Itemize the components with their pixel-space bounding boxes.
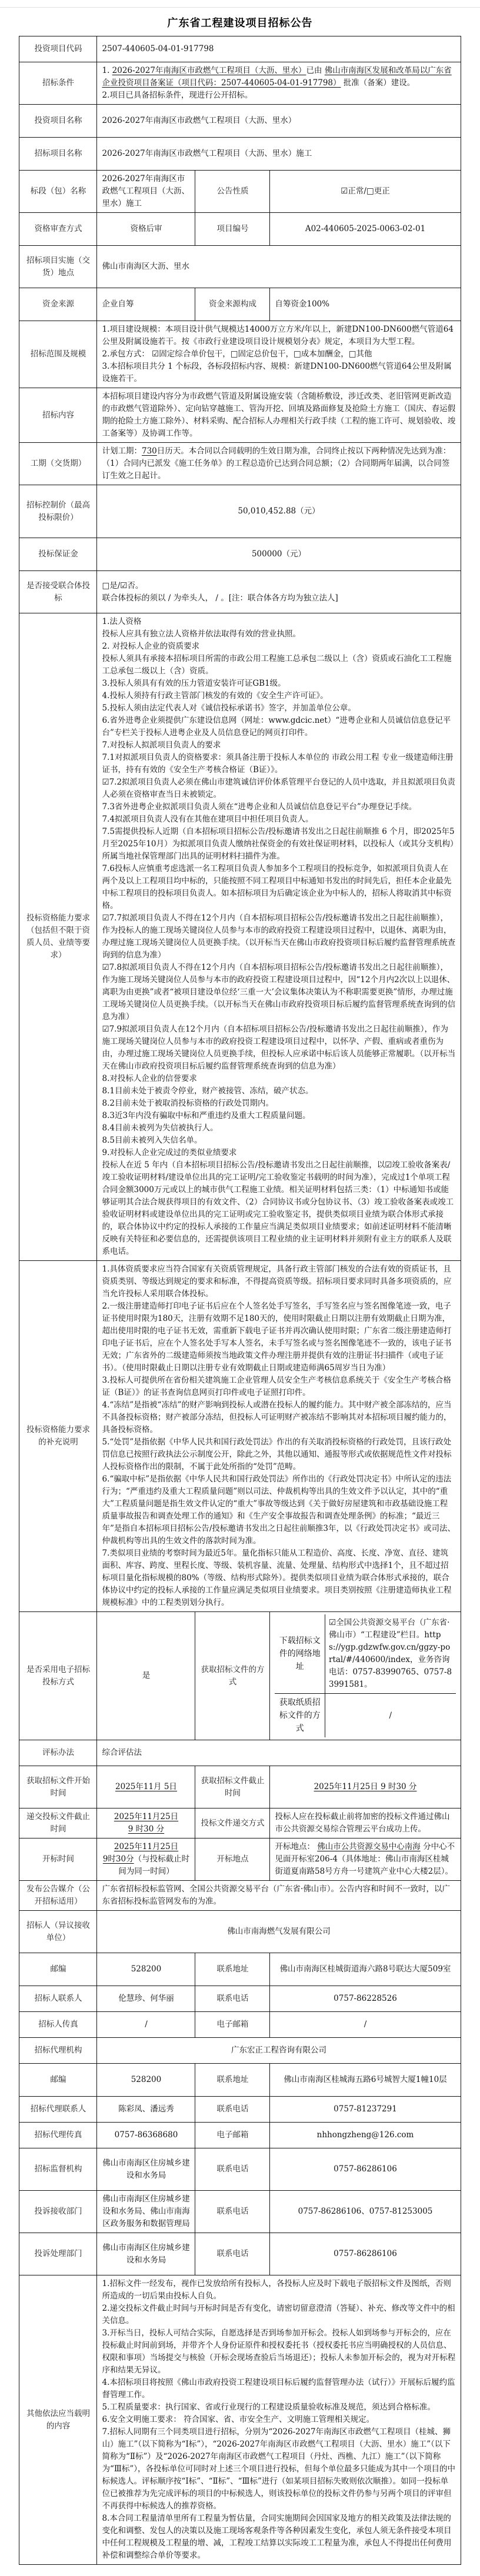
paragraph: 3.本招标项目共分 1 个标段，各标段招标内容、规模：新建DN100-DN600燃气管道64公里及附属设施若干。 <box>102 362 452 383</box>
row-evaluation-method <box>19 1740 461 1766</box>
field-label: 招标人联系人 <box>19 1986 97 2012</box>
paragraph: 4.投标人须持有行政主管部门核发的有效的《安全生产许可证》。 <box>102 691 328 700</box>
row-complaint-receiving <box>19 2191 461 2233</box>
tender-announcement-table <box>19 36 461 2565</box>
paragraph: 7.1对拟派项目负责人的资格要求：须具备注册于投标人本单位的 市政公用工程 专业一级建造师注册证书，持有有效的《安全生产考核合格证（B证）》。 <box>102 753 454 775</box>
evaluation-method-value: 综合评估法 <box>97 1740 461 1766</box>
investment-name-value: 2026-2027年南海区市政燃气工程项目（大沥、里水） <box>97 105 461 138</box>
paragraph: 8.4目前未被列为失信被执行人。 <box>102 1123 218 1133</box>
paragraph: 7.6投标人应慎重考虑选派一名工程项目负责人参加多个工程项目的投标竞争，如拟派项目负责人在两个及以上工程项目均中标的，只能按照不同工程项目中标通知书发出的时间先后，担任本企业最先中标工程项目的投标项目负责人。如本招标项目为后确定该企业为中标人的，招标人将取消其中标资格。 <box>102 864 452 910</box>
paragraph: 1.项目建设规模：本项目设计供气规模达14000万立方米/年以上，新建DN100-DN600燃气管道64公里及附属设施若干。按《市政行业建设项目设计规模划分表》规定，本项目为大型工程。 <box>102 325 454 346</box>
tender-content-value: 本招标项目建设内容分为市政燃气管道及附属设施安装（含随桥敷设，涉迁改类、老旧管网更新改造的市政燃气管道除外）、定向钻穿越施工、管沟开挖、回填及路面修复及抢险土方施工（国庆、春运假期的抢险土方施工除外）、材料采购、配合招标人办理相关行政手续（工程的施工许可、规划验收、竣工备案等）及协调工作等。 <box>97 388 461 443</box>
row-tenderer <box>19 1911 461 1953</box>
paragraph: 5.工程质量要求：执行国家、省或行业现行的工程建设质量验收标准及规范，须达到合格标准。 <box>102 2403 435 2412</box>
submission-method-value: 投标人应在投标截止前将加密的投标文件通过佛山市公共资源交易综合管理云平台成功上传。 <box>270 1808 461 1838</box>
bid-deposit-value: 500000（元） <box>97 538 461 571</box>
agency-contact-value: 陈彩凤、潘远秀 <box>97 2097 195 2123</box>
row-announcement-media <box>19 1881 461 1911</box>
paragraph: 2.递交投标文件截止时间与开标时间是否有变化，请密切留意澄清（答疑）、补充、修改等文件中的相关信息。 <box>102 2304 455 2325</box>
field-label: 资金来源构成 <box>195 288 270 321</box>
paragraph: 5.投标人须由法定代表人对《诚信投标承诺书》签字，并加盖单位公章。 <box>102 703 356 713</box>
field-label: 招标代理机构 <box>19 2038 97 2064</box>
row-tenderer-contact <box>19 1986 461 2012</box>
document-end-time-value: 2025年11月25日 9 时30 分 <box>270 1766 461 1808</box>
paragraph: 6.省外进粤企业须提供广东建设信息网（网址：www.gdcic.net）“进粤企业和人员诚信信息登记平台”专栏关于投标人进粤企业及人员信息登记的网页打印件。 <box>102 716 451 738</box>
paragraph: 投标人应具有独立法人资格并依法取得有效的营业执照。 <box>102 629 301 639</box>
paragraph: 2. 对投标人企业的资质要求 <box>102 642 200 651</box>
field-label: 招标条件 <box>19 62 97 105</box>
complaint-receiving-value: 佛山市南海区住房城乡建设和水务局、佛山市南海区政务服务和数据管理局 <box>97 2191 195 2233</box>
field-label: 递交投标文件截止时间 <box>19 1808 97 1838</box>
paragraph: 3.开标当日，投标人可结合实际，自愿选择是否到场参加开标会。投标人如到场参与开标会的，应在投标截止时间前到场，并带齐个人身份证原件和授权委托书（授权委托书应当明确授权的人员信息、权限和事项）当场提交与核验（开标会现场查验后当场退还）；投标人未参加开标会的，视为对开标程序和结果无异议。 <box>102 2328 456 2375</box>
section-name-value: 2026-2027年南海区市政燃气工程项目（大沥、里水）施工 <box>97 171 195 213</box>
paragraph: 4.“冻结”是指被“冻结”的财产影响到投标人或潜在投标人的履约能力。其中财产被全部冻结的，应当不具备投标资格；财产被部分冻结，但投标人可证明财产被冻结不影响其对本招标项目履约能力的，具备投标资格。 <box>102 1400 452 1434</box>
paragraph: 9.对投标人企业完成过的类似业绩要求 <box>102 1148 237 1157</box>
field-label: 招标代理联系人 <box>19 2097 97 2123</box>
row-qualification-requirements <box>19 613 461 1261</box>
field-label: 下载招标文件的网络地址 <box>275 1614 325 1694</box>
row-duration <box>19 443 461 485</box>
field-label: 联系地址 <box>195 1953 270 1986</box>
field-label: 投标文件递交方式 <box>195 1808 270 1838</box>
paragraph: 8.3近3年内没有骗取中标和严重违约及重大工程质量问题。 <box>102 1111 311 1120</box>
field-label: 联系电话 <box>195 2097 270 2123</box>
bid-opening-time-value: 2025年11月25日 9时30分（与投标截止时间为同一时间） <box>97 1838 195 1881</box>
row-tender-name <box>19 138 461 171</box>
paragraph: 7.3省外进粤企业拟派项目负责人须在“进粤企业和人员诚信信息登记平台”办理登记手续。 <box>102 802 417 812</box>
field-label: 联系电话 <box>195 2148 270 2191</box>
paragraph: □是/☑否。 <box>102 580 144 590</box>
page-title: 广东省工程建设项目招标公告 <box>167 17 313 29</box>
paragraph: ☑7.8拟派项目负责人不得在12个月内（自本招标项目招标公告/投标邀请书发出之日起往前顺推），作为施工现场关键岗位人员参与本市的政府投资工程建设项目过程中，因“12个月内2次以上以退休、离职为由更换”或者“被项目建设单位经‘三重一大’会议集体决策认为不称职需要更换”情形，办理过施工现场关键岗位人员更换手续。（以开标当天在佛山市政府投资项目标后履约监督管理系统查询到的信息为准） <box>102 963 456 1022</box>
bid-opening-place-value: 开标地点： 佛山市公共资源交易中心南海 分中心不见面开标室206-4（具体地址：佛山市南海区桂城街道夏南路58号方舟一号建筑产业中心大楼2层）。 <box>270 1838 461 1881</box>
field-label: 资格审查方式 <box>19 213 97 246</box>
location-value: 佛山市南海区大沥、里水 <box>97 246 461 288</box>
field-label: 招标内容 <box>19 388 97 443</box>
download-address-value: ☑全国公共资源交易平台（广东省·佛山市）“工程建设”栏目。https://ygp.gdzwfw.gov.cn/ggzy-portal/#/440600/index，业务咨询电话：0757-83990765、0757-83991581。 <box>325 1614 455 1694</box>
complaint-handling-value: 佛山市南海区住房城乡建设和水务局 <box>97 2233 195 2275</box>
field-label: 联系地址 <box>195 2064 270 2097</box>
tender-name-value: 2026-2027年南海区市政燃气工程项目（大沥、里水）施工 <box>97 138 461 171</box>
row-agency-contact <box>19 2097 461 2123</box>
agency-postcode-value: 528200 <box>97 2064 195 2097</box>
qualification-notes-value <box>97 1261 461 1612</box>
paragraph: ☑7.7拟派项目负责人不得在12个月内（自本招标项目招标公告/投标邀请书发出之日起往前顺推），作为投标人的施工现场关键岗位人员参与本市的政府投资工程建设项目过程中，以退休、离职为由，办理过施工现场关键岗位人员更换手续。（以开标当天在佛山市政府投资项目标后履约监督管理系统查询到的信息为准） <box>102 913 456 960</box>
row-electronic-bidding <box>19 1612 461 1740</box>
field-label: 联系电话 <box>195 2191 270 2233</box>
qualification-requirements-value <box>97 613 461 1261</box>
agency-email-value: nhhongzheng@126.com <box>270 2123 461 2148</box>
field-label: 招标范围及规模 <box>19 321 97 388</box>
field-label: 招标人（异议接收单位） <box>19 1911 97 1953</box>
sub-row-paper <box>275 1694 455 1738</box>
paragraph: 3.投标人可提供所在省份相关建筑施工企业管理人员安全生产考核信息系统关于《安全生产考核合格证（B证）》的证书查询信息网页打印件或电子证照打印件。 <box>102 1376 451 1397</box>
paragraph: 6.“骗取中标”是指依据《中华人民共和国行政处罚法》所作出的《行政处罚决定书》中所认定的违法行为；“严重违约及重大工程质量问题”则以司法、仲裁机构等出具的生效文件予以认定，其中的“重大”工程质量问题是指生效文件认定的“重大”事故等级达到《关于做好房屋建筑和市政基础设施工程质量事故报告和调查处理工作的通知》和《生产安全事故报告和调查处理条例》的标准；“最近三年”是指自本招标项目招标公告/投标邀请书发出之日起往前顺推3年，以《行政处罚决定书》或司法、仲裁机构等出具的生效文件的落款时间为准。 <box>102 1474 456 1546</box>
field-label: 投诉接收部门 <box>19 2191 97 2233</box>
agency-address-value: 佛山市南海区桂城海五路6号城智大厦1幢10层 <box>270 2064 461 2097</box>
field-label: 联系电话 <box>195 1986 270 2012</box>
agency-phone-value: 0757-81237291 <box>270 2097 461 2123</box>
ceiling-price-value: 50,010,452.88（元） <box>97 485 461 538</box>
paragraph: 7.招标人同期有三个同类项目进行招标，分别为“2026-2027年南海区市政燃气工程项目（桂城、狮山）施工”（以下简称为“Ⅰ标”），“2026-2027年南海区市政燃气工程项目（大沥、里水）施工”（以下简称为“Ⅱ标”）及“2026-2027年南海区市政燃气工程项目（丹灶、西樵、九江）施工”（以下简称为“Ⅲ标”），各投标单位可同时对上述三个项目进行投标，但每个单位最多只能成为其中一个项目的中标候选人。评标顺序按“Ⅰ标”、“Ⅱ标”、“Ⅲ标”进行（如某项目招标失败则依次顺推）。如同一投标单位已被推荐为先完成评标的项目的中标候选人，则该投标单位的投标文件仍参与另两个项目的评审但不再获得中标候选人的推荐资格。 <box>102 2427 456 2511</box>
field-label: 投标资格能力要求的补充说明 <box>19 1261 97 1612</box>
paragraph: ☑7.2拟派项目负责人必须在佛山市建筑诚信评价体系管理平台登记的人员中选取，并且拟派项目负责人必须在资格审查当日未被锁定。 <box>102 778 456 799</box>
field-label: 是否接受联合体投标 <box>19 571 97 613</box>
field-label: 邮编 <box>19 2064 97 2097</box>
field-label: 投标保证金 <box>19 538 97 571</box>
row-submission-deadline <box>19 1808 461 1838</box>
field-label: 投标资格能力要求（包括但不限于资质人员、业绩等要求） <box>19 613 97 1261</box>
paragraph: 7.5需提供投标人近期（自本招标项目招标公告/投标邀请书发出之日起往前顺推 6 个月，即2025年5月至2025年10月）为拟派项目负责人缴纳社保资金的有效社保证明材料，以投标人（或其分支机构）所属当地社保管理部门出具的证明材料扫描件为准。 <box>102 827 455 861</box>
paragraph: 8.本合同工程量清单里所有工程量为暂估量，合同实施期间会因国家及地方的相关政策及法律法规的变化和调整、发包人的决策以及施工现场客观条件等各种因素发生变化，承包人须无条件接受本项目中任何工程规模及工程量的增、减，工程竣工结算以实际竣工工程量为准，承包人不得提出任何费用补偿和调整综合单价等要求。 <box>102 2514 452 2560</box>
paragraph: 3.投标人须具有有效的压力管道安装许可证GB1级。 <box>102 679 286 688</box>
paragraph: ☑7.9拟派项目负责人在12个月内（自本招标项目招标公告/投标邀请书发出之日起往前顺推），作为施工现场关键岗位人员参与本市的政府投资工程建设项目过程中，以怀孕、产假、重病或者重伤为由，办理过施工现场关键岗位人员更换手续，但投标人应承诺中标后该人员能够正常履职。（以开标当天在佛山市政府投资项目标后履约监督管理系统查询到的信息为准） <box>102 1025 456 1071</box>
complaint-receiving-phone-value: 0757-86286106、0757-81253005 <box>270 2191 461 2233</box>
paragraph: 8.2目前未处于被取消投标资格的行政处罚期内。 <box>102 1099 274 1108</box>
paragraph: 2.项目已具备招标条件，现进行公开招标。 <box>102 91 253 100</box>
electronic-bidding-value: 是 <box>97 1612 195 1740</box>
row-investment-code <box>19 36 461 62</box>
field-label: 电子邮箱 <box>195 2123 270 2148</box>
paragraph: 2.承包方式： ☑固定综合单价包干，□固定总价包干，□成本加酬金，□其他 <box>102 349 372 359</box>
paragraph: 1.具体资质要求应当符合国家有关资质管理规定，具备行政主管部门核发的合法有效的资质证书，且资质类别、等级达到规定的要求和标准，不得提高资质等级。招标项目要求同时具备多项资质的，应当允许投标人采用联合体投标。 <box>102 1264 452 1299</box>
project-number-value: A02-440605-2025-0063-02-01 <box>270 213 461 246</box>
field-label: 招标监督机构 <box>19 2148 97 2191</box>
field-label: 开标时间 <box>19 1838 97 1881</box>
row-investment-name <box>19 105 461 138</box>
supervision-phone-value: 0757-86286106 <box>270 2148 461 2191</box>
field-label: 其他依法应当载明的内容 <box>19 2275 97 2565</box>
paragraph: 4.本招标项目将按照《佛山市政府投资工程建设项目标后履约监督管理办法（试行）》开展标后履约监督管理工作。 <box>102 2378 455 2400</box>
paragraph: 1.招标文件一经发布，视作已发放给所有投标人，各投标人应及时下载电子版招标文件及图纸，否则所造成的一切后果由投标人自负。 <box>102 2279 451 2301</box>
paragraph: 2.一级注册建造师打印电子证书后应在个人签名处手写签名，手写签名应与签名图像笔迹一致，电子证书使用时限为180天，注册有效期不足180天的，使用时限截止日期以注册有效期截止日期为准，超出使用时限的电子证书无效，需重新下载电子证书并再次确认使用时限；广东省二级注册建造师打印电子证书后，应在个人签名处手写本人签名，未手写签名或与签名图像笔迹不一致的，该电子证书无效；广东省外的二级建造师须按当地政策文件办理注册并提供有效的注册证书扫描件（或电子证书）。（使用时限截止日期以注册专业有效期截止日期或建造师满65周岁当日为准） <box>102 1302 452 1373</box>
paragraph: 投标人在近 5 年内（自本招标项目招标公告/投标邀请书发出之日起往前顺推，以☑竣工验收备案表/竣工验收证明材料/建设单位出具的完工证明/完工验收鉴定书载明的时间为准），完成过1个单项工程合同金额3000万元或以上的城市供气工程施工业绩。相关证明材料包括三类：（1）中标通知书或能够证明其合法合规获得项目的有效文件、（2）合同协议书或分包协议书、（3）竣工验收备案表或竣工验收证明材料或建设单位出具的完工证明或完工验收鉴定书，提供类似项目业绩为联合体形式承接的，联合体协议中约定的投标人承接的工作量应当满足类似项目业绩要求；如前述证明材料不能清晰反映有关特征和必要信息的，还需提供该项目工程业绩的业主证明材料并须附有业主方的联系人及联系电话。 <box>102 1160 454 1256</box>
field-label: 投诉处理部门 <box>19 2233 97 2275</box>
field-label: 评标办法 <box>19 1740 97 1766</box>
duration-value: 计划工期：730日历天。本合同以合同载明的生效日期为准，合同终止按以下两种情况先达到为准：（1）合同内已派发《施工任务单》的工程总造价已达到合同总额；（2）合同期两年届满，以合同签订生效之日起计。 <box>97 443 461 485</box>
paragraph: 8.对投标人企业的信誉要求 <box>102 1074 197 1083</box>
field-label: 招标项目名称 <box>19 138 97 171</box>
sub-row-download <box>275 1614 455 1694</box>
row-agency <box>19 2038 461 2064</box>
field-label: 联系电话 <box>195 2233 270 2275</box>
top-divider <box>0 7 480 8</box>
row-tenderer-fax <box>19 2012 461 2038</box>
document-obtain-cell <box>270 1612 461 1740</box>
row-scope <box>19 321 461 388</box>
consortium-value <box>97 571 461 613</box>
row-agency-postcode <box>19 2064 461 2097</box>
field-label: 招标代理传真 <box>19 2123 97 2148</box>
announcement-media-value: 广东省招标投标监管网、全国公共资源交易平台（广东省·佛山市）。公告内容和时间不一致时，以广东省招标投标监管网发布的为准。 <box>97 1881 461 1911</box>
row-location <box>19 246 461 288</box>
paragraph: 5.“处罚”是指依据《中华人民共和国行政处罚法》作出的有关取消投标资格的行政处罚，且该行政处罚信息已按照行政执法公示制度公开，除此之外，其他以通知、通报等形式或依据规范性文件对投标人投标资格作出的限制，不属于此处所指的“处罚”范畴。 <box>102 1437 452 1471</box>
document-start-time-value: 2025年11月 5日 <box>97 1766 195 1808</box>
field-label: 招标人传真 <box>19 2012 97 2038</box>
row-fund-source <box>19 288 461 321</box>
agency-name-value: 广东宏正工程咨询有限公司 <box>97 2038 461 2064</box>
paragraph: 联合体投标的须以 / 为牵头人， / 。[注：联合体各方均为独立法人] <box>102 593 338 603</box>
paragraph: 1.法人资格 <box>102 617 142 626</box>
row-consortium <box>19 571 461 613</box>
row-ceiling-price <box>19 485 461 538</box>
agency-fax-value: 0757-86368680 <box>97 2123 195 2148</box>
row-tenderer-postcode <box>19 1953 461 1986</box>
prequalification-value: 资格后审 <box>97 213 195 246</box>
paragraph: 7.对投标人拟派项目负责人的要求 <box>102 740 221 750</box>
row-section-name <box>19 171 461 213</box>
row-tender-conditions <box>19 62 461 105</box>
paragraph: 8.1目前未处于被责令停业，财产被接管、冻结，破产状态。 <box>102 1086 314 1096</box>
field-label: 电子邮箱 <box>195 2012 270 2038</box>
paper-document-value: / <box>389 1710 392 1720</box>
tenderer-contact-value: 伦慧珍、何华丽 <box>97 1986 195 2012</box>
field-label: 标段（包）名称 <box>19 171 97 213</box>
field-label: 发布公告媒介（公开招标适用） <box>19 1881 97 1911</box>
supervision-agency-value: 佛山市南海区住房城乡建设和水务局 <box>97 2148 195 2191</box>
submission-deadline-value: 2025年11月25日 9 时30 分 <box>97 1808 195 1838</box>
field-label: 投资项目名称 <box>19 105 97 138</box>
fund-source-value: 企业自筹 <box>97 288 195 321</box>
field-label: 获取招标文件的方式 <box>195 1612 270 1740</box>
field-label: 获取纸质招标文件的方式 <box>275 1694 325 1738</box>
field-label: 获取招标文件截止时间 <box>195 1766 270 1808</box>
scope-value <box>97 321 461 388</box>
row-bid-deposit <box>19 538 461 571</box>
field-label: 公告性质 <box>195 171 270 213</box>
paragraph: 投标人须具有承接本招标项目所需的市政公用工程施工总承包二级以上（含）资质或石油化工工程施工总承包二级以上（含）资质。 <box>102 654 452 676</box>
row-supervision <box>19 2148 461 2191</box>
paragraph: 8.5目前未被列入失信名单。 <box>102 1136 202 1145</box>
row-other-contents <box>19 2275 461 2565</box>
field-label: 投资项目代码 <box>19 36 97 62</box>
tenderer-email-value: / <box>270 2012 461 2038</box>
field-label: 招标控制价（最高投标限价） <box>19 485 97 538</box>
row-complaint-handling <box>19 2233 461 2275</box>
row-tender-content <box>19 388 461 443</box>
field-label: 招标项目实施（交货）地点 <box>19 246 97 288</box>
paragraph: 7.4拟派项目负责人没有在其他在建项目中担任项目负责人。 <box>102 815 314 824</box>
row-bid-opening <box>19 1838 461 1881</box>
field-label: 开标地点 <box>195 1838 270 1881</box>
other-contents-value <box>97 2275 461 2565</box>
tenderer-phone-value: 0757-86228526 <box>270 1986 461 2012</box>
investment-code-value: 2507-440605-04-01-917798 <box>97 36 461 62</box>
tenderer-name-value: 佛山市南海燃气发展有限公司 <box>97 1911 461 1953</box>
field-label: 工期（交货期） <box>19 443 97 485</box>
field-label: 获取招标文件开始时间 <box>19 1766 97 1808</box>
fund-composition-value: 自筹资金100% <box>270 288 461 321</box>
paragraph: 7.类似项目业绩的考察时间为最近5年。量化指标只能从工程造价、高度、长度、净宽、直径、建筑面积、库容、跨度、里程长度、等级、装机容量、流量、处理量、结构形式中选择1个，且不超过招标项目量化指标规模的80%（等级、结构形式除外）。提供类似项目业绩为联合体形式承接的，联合体协议中约定的投标人承接的工作量应满足类似项目业绩要求。项目类别按照《注册建造师执业工程规模标准》中的工程类别划分执行。 <box>102 1549 452 1607</box>
tenderer-postcode-value: 528200 <box>97 1953 195 1986</box>
complaint-handling-phone-value: 0757-86286106 <box>270 2233 461 2275</box>
field-label: 邮编 <box>19 1953 97 1986</box>
row-document-time <box>19 1766 461 1808</box>
field-label: 项目编号 <box>195 213 270 246</box>
document-obtain-subtable <box>275 1614 455 1737</box>
tenderer-address-value: 佛山市南海区桂城街道海六路8号联达大厦509室 <box>270 1953 461 1986</box>
row-prequalification <box>19 213 461 246</box>
tenderer-fax-value: / <box>97 2012 195 2038</box>
field-label: 是否采用电子招标投标方式 <box>19 1612 97 1740</box>
field-label: 资金来源 <box>19 288 97 321</box>
row-agency-fax <box>19 2123 461 2148</box>
tender-conditions-value <box>97 62 461 105</box>
announcement-nature-value: ☑正常/□更正 <box>270 171 461 213</box>
paragraph: 6.安全文明施工要求： 符合国家、省、市安全生产、文明施工管理相关规定。 <box>102 2415 375 2424</box>
paragraph: 1. 2026-2027年南海区市政燃气工程项目（大沥、里水）已由 佛山市南海区发展和改革局以广东省企业投资项目备案证（项目代码：2507-440605-04-01-917798） 批准（备案）建设。 <box>102 66 452 88</box>
row-qualification-notes <box>19 1261 461 1612</box>
